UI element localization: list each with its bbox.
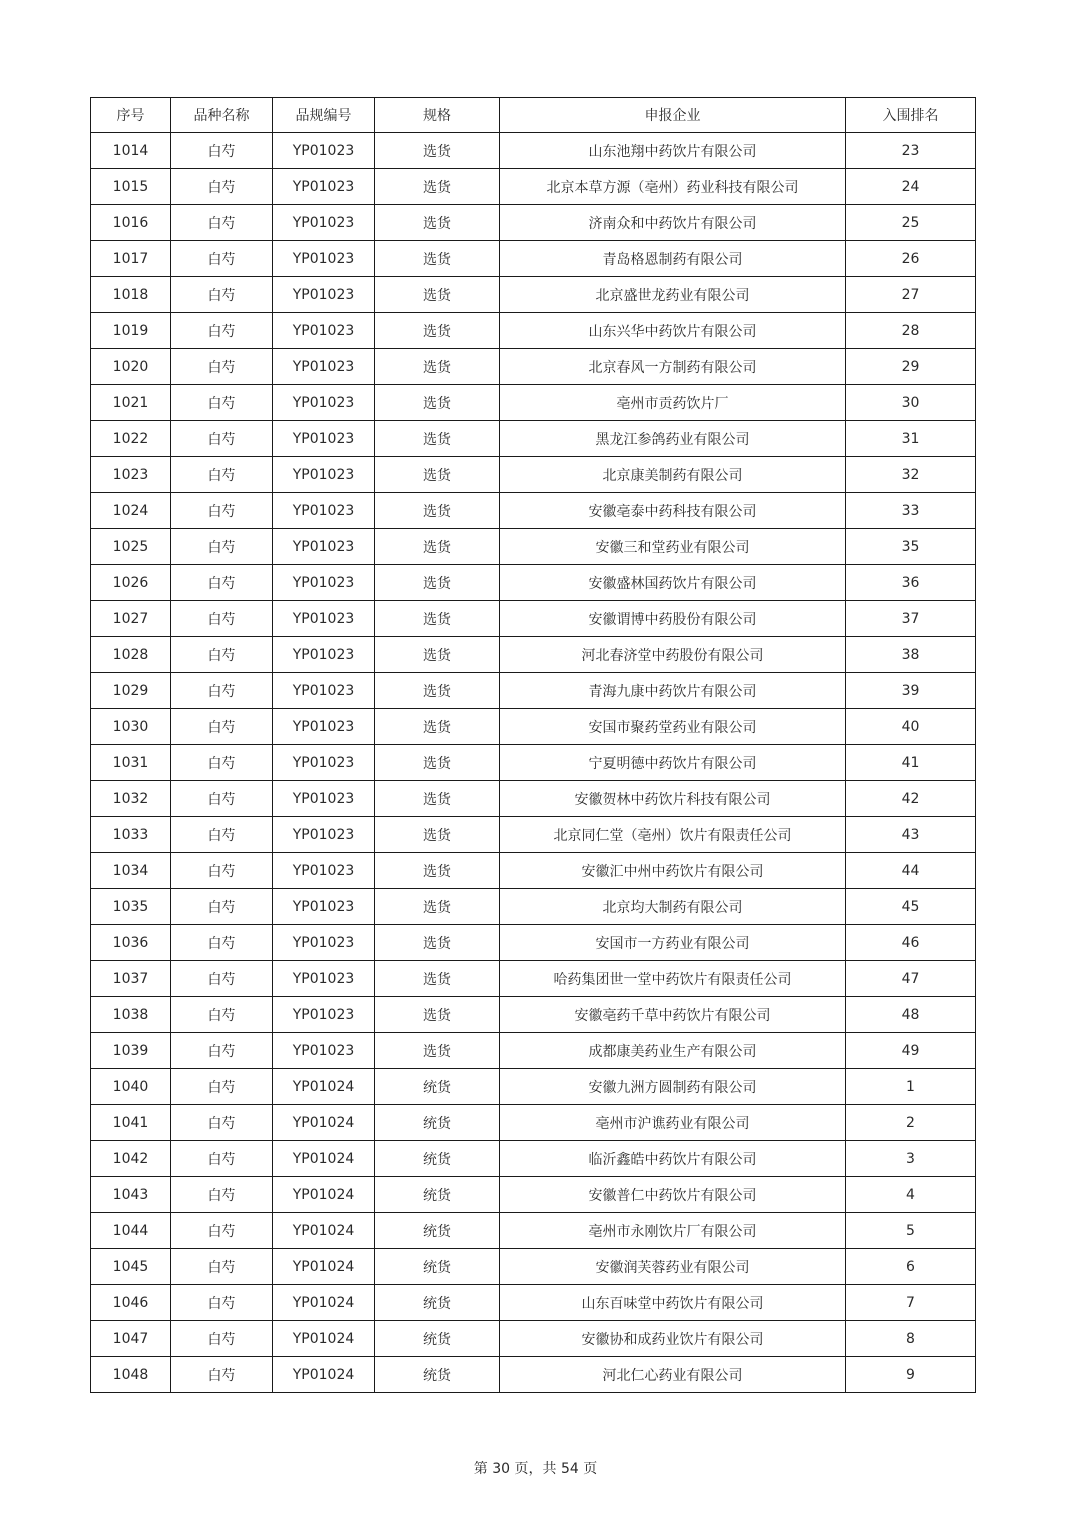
cell-spec-code: YP01023 [273,637,375,673]
cell-rank: 25 [846,205,976,241]
cell-company: 安国市聚药堂药业有限公司 [500,709,846,745]
cell-specification: 选货 [375,205,500,241]
cell-serial: 1031 [91,745,171,781]
cell-rank: 48 [846,997,976,1033]
cell-variety: 白芍 [171,1357,273,1393]
cell-spec-code: YP01023 [273,709,375,745]
table-row [91,1069,976,1105]
cell-specification: 统货 [375,1357,500,1393]
cell-specification: 选货 [375,493,500,529]
cell-variety: 白芍 [171,853,273,889]
table-row [91,1177,976,1213]
cell-company: 河北春济堂中药股份有限公司 [500,637,846,673]
cell-variety: 白芍 [171,277,273,313]
cell-company: 济南众和中药饮片有限公司 [500,205,846,241]
table-row [91,205,976,241]
cell-specification: 统货 [375,1069,500,1105]
cell-company: 安徽汇中州中药饮片有限公司 [500,853,846,889]
cell-serial: 1027 [91,601,171,637]
cell-specification: 选货 [375,853,500,889]
cell-rank: 40 [846,709,976,745]
cell-serial: 1030 [91,709,171,745]
table-row [91,961,976,997]
cell-spec-code: YP01023 [273,133,375,169]
header-specification: 规格 [375,98,500,133]
table-row [91,889,976,925]
cell-variety: 白芍 [171,1069,273,1105]
cell-rank: 47 [846,961,976,997]
cell-specification: 选货 [375,925,500,961]
table-row [91,277,976,313]
cell-company: 安徽谓博中药股份有限公司 [500,601,846,637]
cell-company: 安徽贺林中药饮片科技有限公司 [500,781,846,817]
table-row [91,349,976,385]
cell-spec-code: YP01023 [273,457,375,493]
cell-variety: 白芍 [171,241,273,277]
cell-specification: 选货 [375,961,500,997]
cell-spec-code: YP01023 [273,817,375,853]
cell-spec-code: YP01023 [273,997,375,1033]
cell-variety: 白芍 [171,889,273,925]
cell-variety: 白芍 [171,421,273,457]
cell-company: 北京康美制药有限公司 [500,457,846,493]
cell-specification: 选货 [375,169,500,205]
cell-serial: 1016 [91,205,171,241]
cell-specification: 选货 [375,709,500,745]
cell-rank: 23 [846,133,976,169]
cell-serial: 1040 [91,1069,171,1105]
cell-rank: 49 [846,1033,976,1069]
cell-company: 哈药集团世一堂中药饮片有限责任公司 [500,961,846,997]
cell-rank: 27 [846,277,976,313]
cell-company: 安徽普仁中药饮片有限公司 [500,1177,846,1213]
table-row [91,529,976,565]
table-row [91,1249,976,1285]
table-row [91,853,976,889]
cell-spec-code: YP01023 [273,241,375,277]
cell-serial: 1014 [91,133,171,169]
cell-serial: 1019 [91,313,171,349]
cell-specification: 选货 [375,637,500,673]
cell-serial: 1018 [91,277,171,313]
cell-company: 安国市一方药业有限公司 [500,925,846,961]
cell-company: 安徽协和成药业饮片有限公司 [500,1321,846,1357]
cell-rank: 39 [846,673,976,709]
cell-variety: 白芍 [171,457,273,493]
cell-serial: 1045 [91,1249,171,1285]
cell-rank: 8 [846,1321,976,1357]
cell-specification: 统货 [375,1177,500,1213]
cell-variety: 白芍 [171,961,273,997]
cell-specification: 统货 [375,1321,500,1357]
cell-variety: 白芍 [171,1105,273,1141]
table-row [91,1033,976,1069]
table-row [91,133,976,169]
cell-spec-code: YP01024 [273,1249,375,1285]
cell-spec-code: YP01023 [273,889,375,925]
cell-rank: 28 [846,313,976,349]
cell-specification: 统货 [375,1213,500,1249]
cell-specification: 选货 [375,277,500,313]
cell-specification: 选货 [375,349,500,385]
cell-serial: 1035 [91,889,171,925]
cell-spec-code: YP01023 [273,1033,375,1069]
cell-variety: 白芍 [171,709,273,745]
cell-serial: 1022 [91,421,171,457]
cell-spec-code: YP01023 [273,961,375,997]
cell-variety: 白芍 [171,349,273,385]
cell-company: 黑龙江参鸽药业有限公司 [500,421,846,457]
cell-spec-code: YP01023 [273,493,375,529]
cell-rank: 1 [846,1069,976,1105]
table-row [91,1285,976,1321]
cell-specification: 选货 [375,241,500,277]
cell-rank: 30 [846,385,976,421]
cell-variety: 白芍 [171,1177,273,1213]
cell-company: 亳州市永刚饮片厂有限公司 [500,1213,846,1249]
cell-rank: 42 [846,781,976,817]
cell-serial: 1021 [91,385,171,421]
cell-variety: 白芍 [171,745,273,781]
cell-rank: 38 [846,637,976,673]
cell-serial: 1046 [91,1285,171,1321]
header-rank: 入围排名 [846,98,976,133]
cell-specification: 统货 [375,1105,500,1141]
cell-company: 山东百味堂中药饮片有限公司 [500,1285,846,1321]
cell-rank: 3 [846,1141,976,1177]
table-row [91,817,976,853]
cell-serial: 1044 [91,1213,171,1249]
table-row [91,1213,976,1249]
cell-company: 山东池翔中药饮片有限公司 [500,133,846,169]
cell-variety: 白芍 [171,385,273,421]
cell-rank: 7 [846,1285,976,1321]
cell-serial: 1029 [91,673,171,709]
cell-company: 河北仁心药业有限公司 [500,1357,846,1393]
cell-company: 北京均大制药有限公司 [500,889,846,925]
cell-specification: 选货 [375,889,500,925]
cell-company: 青岛格恩制药有限公司 [500,241,846,277]
cell-spec-code: YP01023 [273,601,375,637]
cell-rank: 46 [846,925,976,961]
cell-variety: 白芍 [171,529,273,565]
cell-variety: 白芍 [171,1141,273,1177]
table-row [91,997,976,1033]
cell-variety: 白芍 [171,565,273,601]
cell-spec-code: YP01024 [273,1141,375,1177]
cell-rank: 29 [846,349,976,385]
table-row [91,385,976,421]
cell-serial: 1028 [91,637,171,673]
cell-company: 北京盛世龙药业有限公司 [500,277,846,313]
cell-rank: 35 [846,529,976,565]
cell-serial: 1026 [91,565,171,601]
cell-rank: 4 [846,1177,976,1213]
cell-spec-code: YP01023 [273,313,375,349]
cell-spec-code: YP01024 [273,1213,375,1249]
table-row [91,169,976,205]
cell-specification: 选货 [375,601,500,637]
table-row [91,925,976,961]
cell-specification: 选货 [375,1033,500,1069]
cell-variety: 白芍 [171,601,273,637]
table-row [91,745,976,781]
table-row [91,493,976,529]
cell-serial: 1048 [91,1357,171,1393]
table-row [91,673,976,709]
cell-rank: 6 [846,1249,976,1285]
cell-variety: 白芍 [171,1033,273,1069]
table-header-row [91,98,976,133]
cell-variety: 白芍 [171,781,273,817]
cell-spec-code: YP01023 [273,925,375,961]
cell-company: 安徽九洲方圆制药有限公司 [500,1069,846,1105]
cell-variety: 白芍 [171,1249,273,1285]
cell-company: 宁夏明德中药饮片有限公司 [500,745,846,781]
cell-variety: 白芍 [171,1321,273,1357]
cell-variety: 白芍 [171,817,273,853]
cell-serial: 1032 [91,781,171,817]
cell-rank: 9 [846,1357,976,1393]
cell-variety: 白芍 [171,493,273,529]
cell-serial: 1039 [91,1033,171,1069]
cell-variety: 白芍 [171,673,273,709]
cell-spec-code: YP01023 [273,385,375,421]
header-company: 申报企业 [500,98,846,133]
cell-specification: 选货 [375,385,500,421]
table-row [91,313,976,349]
page-number: 第 30 页，共 54 页 [473,1461,598,1477]
cell-spec-code: YP01023 [273,277,375,313]
cell-serial: 1047 [91,1321,171,1357]
table-row [91,601,976,637]
cell-rank: 44 [846,853,976,889]
cell-spec-code: YP01023 [273,529,375,565]
cell-company: 安徽润芙蓉药业有限公司 [500,1249,846,1285]
cell-company: 青海九康中药饮片有限公司 [500,673,846,709]
cell-variety: 白芍 [171,205,273,241]
table-row [91,709,976,745]
cell-variety: 白芍 [171,169,273,205]
cell-rank: 33 [846,493,976,529]
cell-rank: 26 [846,241,976,277]
cell-spec-code: YP01024 [273,1105,375,1141]
header-variety: 品种名称 [171,98,273,133]
cell-company: 北京同仁堂（亳州）饮片有限责任公司 [500,817,846,853]
cell-spec-code: YP01023 [273,205,375,241]
table-row [91,1357,976,1393]
cell-serial: 1037 [91,961,171,997]
cell-serial: 1038 [91,997,171,1033]
table-row [91,565,976,601]
cell-variety: 白芍 [171,313,273,349]
cell-specification: 统货 [375,1249,500,1285]
cell-spec-code: YP01023 [273,853,375,889]
cell-spec-code: YP01024 [273,1177,375,1213]
cell-serial: 1036 [91,925,171,961]
cell-rank: 2 [846,1105,976,1141]
cell-company: 临沂鑫皓中药饮片有限公司 [500,1141,846,1177]
cell-specification: 选货 [375,817,500,853]
table-body [91,133,976,1393]
cell-serial: 1043 [91,1177,171,1213]
cell-rank: 45 [846,889,976,925]
table-row [91,1105,976,1141]
candidate-table [90,97,976,1393]
cell-spec-code: YP01024 [273,1357,375,1393]
cell-spec-code: YP01024 [273,1069,375,1105]
table-row [91,457,976,493]
cell-company: 北京本草方源（亳州）药业科技有限公司 [500,169,846,205]
cell-serial: 1042 [91,1141,171,1177]
cell-spec-code: YP01024 [273,1285,375,1321]
cell-rank: 32 [846,457,976,493]
cell-rank: 5 [846,1213,976,1249]
cell-variety: 白芍 [171,133,273,169]
cell-specification: 选货 [375,745,500,781]
cell-company: 安徽亳药千草中药饮片有限公司 [500,997,846,1033]
cell-variety: 白芍 [171,1285,273,1321]
cell-spec-code: YP01024 [273,1321,375,1357]
cell-specification: 选货 [375,457,500,493]
cell-serial: 1020 [91,349,171,385]
cell-company: 成都康美药业生产有限公司 [500,1033,846,1069]
cell-rank: 36 [846,565,976,601]
cell-serial: 1041 [91,1105,171,1141]
cell-specification: 选货 [375,313,500,349]
cell-specification: 选货 [375,997,500,1033]
table-row [91,637,976,673]
cell-specification: 统货 [375,1285,500,1321]
cell-company: 北京春风一方制药有限公司 [500,349,846,385]
cell-rank: 31 [846,421,976,457]
cell-specification: 选货 [375,421,500,457]
cell-specification: 选货 [375,133,500,169]
cell-variety: 白芍 [171,1213,273,1249]
cell-spec-code: YP01023 [273,745,375,781]
cell-variety: 白芍 [171,925,273,961]
cell-rank: 37 [846,601,976,637]
cell-specification: 选货 [375,781,500,817]
table-row [91,1321,976,1357]
table-row [91,1141,976,1177]
cell-company: 安徽三和堂药业有限公司 [500,529,846,565]
cell-specification: 统货 [375,1141,500,1177]
header-spec-code: 品规编号 [273,98,375,133]
cell-spec-code: YP01023 [273,349,375,385]
cell-specification: 选货 [375,673,500,709]
cell-company: 山东兴华中药饮片有限公司 [500,313,846,349]
table-row [91,241,976,277]
cell-serial: 1024 [91,493,171,529]
header-serial: 序号 [91,98,171,133]
cell-spec-code: YP01023 [273,565,375,601]
cell-rank: 41 [846,745,976,781]
cell-spec-code: YP01023 [273,673,375,709]
cell-serial: 1033 [91,817,171,853]
cell-spec-code: YP01023 [273,169,375,205]
cell-company: 亳州市贡药饮片厂 [500,385,846,421]
cell-serial: 1023 [91,457,171,493]
cell-variety: 白芍 [171,997,273,1033]
cell-serial: 1034 [91,853,171,889]
table-row [91,781,976,817]
cell-rank: 24 [846,169,976,205]
cell-rank: 43 [846,817,976,853]
cell-company: 亳州市沪谯药业有限公司 [500,1105,846,1141]
cell-variety: 白芍 [171,637,273,673]
cell-spec-code: YP01023 [273,421,375,457]
cell-specification: 选货 [375,565,500,601]
cell-spec-code: YP01023 [273,781,375,817]
table-row [91,421,976,457]
cell-company: 安徽亳泰中药科技有限公司 [500,493,846,529]
cell-serial: 1025 [91,529,171,565]
cell-serial: 1017 [91,241,171,277]
cell-company: 安徽盛林国药饮片有限公司 [500,565,846,601]
cell-specification: 选货 [375,529,500,565]
cell-serial: 1015 [91,169,171,205]
